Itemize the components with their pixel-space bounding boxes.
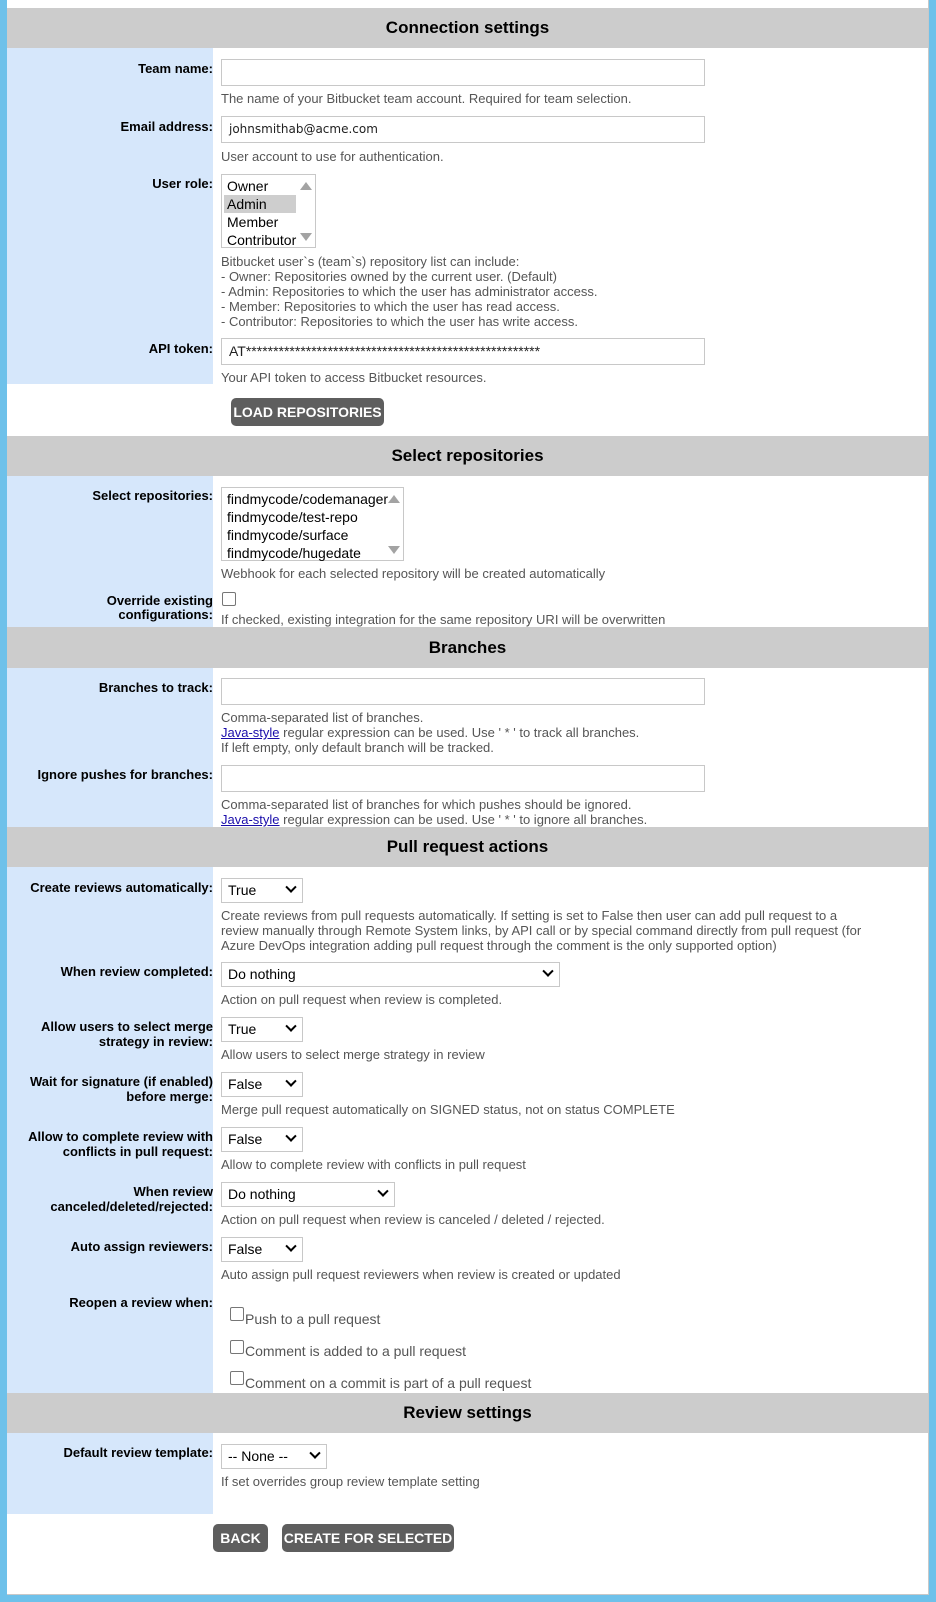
selected-value: True — [228, 882, 257, 898]
repository-option[interactable]: findmycode/hugedate — [227, 545, 361, 561]
user-role-option[interactable]: Contributor — [227, 232, 297, 248]
merge-strategy-label-line1: Allow users to select merge — [41, 1019, 213, 1034]
chevron-down-icon — [309, 1448, 320, 1459]
reopen-comment-checkbox[interactable] — [230, 1340, 244, 1354]
selected-value: Do nothing — [228, 1186, 296, 1202]
auto-assign-hint: Auto assign pull request reviewers when review is created or updated — [221, 1267, 621, 1282]
reopen-label: Reopen a review when: — [69, 1295, 213, 1310]
override-label-line1: Override existing — [106, 593, 213, 608]
create-reviews-select[interactable] — [221, 878, 303, 903]
branches-to-track-hint-1: Comma-separated list of branches. — [221, 710, 424, 725]
scrollbar[interactable] — [387, 490, 401, 558]
user-role-hint-3: - Admin: Repositories to which the user has administrator access. — [221, 284, 598, 299]
team-name-hint: The name of your Bitbucket team account. Required for team selection. — [221, 91, 632, 106]
scroll-down-icon[interactable] — [388, 546, 400, 554]
signature-select[interactable] — [221, 1072, 303, 1097]
selected-value: Do nothing — [228, 966, 296, 982]
canceled-select[interactable] — [221, 1182, 395, 1207]
canceled-label-line1: When review — [133, 1184, 213, 1199]
ignore-pushes-hint-2-text: regular expression can be used. Use ' * ' to ignore all branches. — [279, 812, 648, 827]
chevron-down-icon — [377, 1186, 388, 1197]
user-role-hint-4: - Member: Repositories to which the user has read access. — [221, 299, 560, 314]
default-template-hint: If set overrides group review template setting — [221, 1474, 480, 1489]
load-repositories-button[interactable]: LOAD REPOSITORIES — [231, 398, 384, 426]
label-column — [7, 48, 213, 384]
scroll-up-icon[interactable] — [300, 182, 312, 190]
team-name-input[interactable] — [221, 59, 705, 86]
chevron-down-icon — [285, 1241, 296, 1252]
scrollbar[interactable] — [299, 177, 313, 245]
back-button[interactable]: BACK — [213, 1524, 268, 1552]
user-role-hint-2: - Owner: Repositories owned by the current user. (Default) — [221, 269, 557, 284]
section-title: Select repositories — [391, 446, 544, 465]
reopen-commit-comment-label[interactable]: Comment on a commit is part of a pull request — [245, 1375, 532, 1391]
repositories-hint: Webhook for each selected repository will be created automatically — [221, 566, 606, 581]
ignore-pushes-label: Ignore pushes for branches: — [37, 767, 213, 782]
branches-to-track-input[interactable] — [221, 678, 705, 705]
user-role-hint-1: Bitbucket user`s (team`s) repository list can include: — [221, 254, 520, 269]
selected-value: False — [228, 1241, 263, 1257]
settings-form — [7, 0, 929, 1595]
auto-assign-label: Auto assign reviewers: — [70, 1239, 213, 1254]
branches-to-track-hint-3: If left empty, only default branch will be tracked. — [221, 740, 494, 755]
conflicts-hint: Allow to complete review with conflicts in pull request — [221, 1157, 526, 1172]
reopen-push-checkbox[interactable] — [230, 1307, 244, 1321]
chevron-down-icon — [542, 966, 553, 977]
section-header-select-repositories — [7, 436, 928, 476]
section-header-branches — [7, 627, 928, 668]
merge-strategy-select[interactable] — [221, 1017, 303, 1042]
create-reviews-label: Create reviews automatically: — [30, 880, 213, 895]
section-title: Branches — [428, 637, 507, 657]
chevron-down-icon — [285, 882, 296, 893]
selected-value: -- None -- — [228, 1448, 288, 1464]
section-title: Review settings — [403, 1403, 532, 1422]
ignore-pushes-input[interactable] — [221, 765, 705, 792]
reopen-commit-comment-checkbox[interactable] — [230, 1371, 244, 1385]
user-role-option-selected[interactable]: Admin — [224, 195, 296, 213]
repository-option[interactable]: findmycode/surface — [227, 527, 349, 543]
branches-to-track-label: Branches to track: — [98, 680, 213, 695]
create-reviews-hint-1: Create reviews from pull requests automatically. If setting is set to False then user can add pull request to a — [221, 908, 838, 923]
user-role-option[interactable]: Owner — [227, 178, 269, 194]
scroll-up-icon[interactable] — [388, 495, 400, 503]
user-role-label: User role: — [152, 176, 213, 191]
conflicts-select[interactable] — [221, 1127, 303, 1152]
repositories-listbox[interactable] — [221, 487, 404, 561]
section-header-review-settings — [7, 1393, 928, 1433]
signature-label-line1: Wait for signature (if enabled) — [30, 1074, 213, 1089]
canceled-label-line2: canceled/deleted/rejected: — [50, 1199, 213, 1214]
java-style-link[interactable]: Java-style — [221, 725, 280, 740]
email-input[interactable]: johnsmithab@acme.com — [221, 116, 705, 143]
review-completed-label: When review completed: — [60, 964, 213, 979]
section-title: Connection settings — [385, 18, 550, 37]
signature-label-line2: before merge: — [126, 1089, 213, 1104]
ignore-pushes-hint-1: Comma-separated list of branches for which pushes should be ignored. — [221, 797, 632, 812]
user-role-hint-5: - Contributor: Repositories to which the user has write access. — [221, 314, 578, 329]
selected-value: False — [228, 1131, 263, 1147]
api-token-hint: Your API token to access Bitbucket resources. — [221, 370, 487, 385]
selected-value: True — [228, 1021, 257, 1037]
section-title: Pull request actions — [386, 837, 549, 856]
create-reviews-hint-2: review manually through Remote System links, by API call or by special command directly from pull request (for — [221, 923, 862, 938]
chevron-down-icon — [285, 1131, 296, 1142]
repository-option[interactable]: findmycode/test-repo — [227, 509, 358, 525]
override-hint: If checked, existing integration for the same repository URI will be overwritten — [221, 612, 666, 627]
override-label-line2: configurations: — [118, 607, 213, 622]
default-template-select[interactable] — [221, 1444, 327, 1469]
branches-to-track-hint-2-text: regular expression can be used. Use ' * ' to track all branches. — [279, 725, 640, 740]
user-role-listbox[interactable] — [221, 174, 316, 248]
section-header-connection — [7, 8, 928, 48]
api-token-label: API token: — [148, 341, 213, 356]
reopen-push-label[interactable]: Push to a pull request — [245, 1311, 381, 1327]
email-label: Email address: — [120, 119, 213, 134]
chevron-down-icon — [285, 1021, 296, 1032]
override-checkbox[interactable] — [222, 592, 236, 606]
signature-hint: Merge pull request automatically on SIGNED status, not on status COMPLETE — [221, 1102, 675, 1117]
default-template-label: Default review template: — [63, 1445, 213, 1460]
merge-strategy-hint: Allow users to select merge strategy in review — [221, 1047, 485, 1062]
email-hint: User account to use for authentication. — [221, 149, 444, 164]
repository-option[interactable]: findmycode/codemanager — [227, 491, 389, 507]
scroll-down-icon[interactable] — [300, 233, 312, 241]
java-style-link[interactable]: Java-style — [221, 812, 280, 827]
conflicts-label-line2: conflicts in pull request: — [62, 1144, 213, 1159]
create-reviews-hint-3: Azure DevOps integration adding pull request through the comment is the only supported option) — [221, 938, 777, 953]
auto-assign-select[interactable] — [221, 1237, 303, 1262]
ignore-pushes-hint-2 — [221, 812, 647, 827]
review-completed-hint: Action on pull request when review is completed. — [221, 992, 503, 1007]
section-header-pull-request-actions — [7, 827, 928, 867]
selected-value: False — [228, 1076, 263, 1092]
canceled-hint: Action on pull request when review is canceled / deleted / rejected. — [221, 1212, 605, 1227]
user-role-option[interactable]: Member — [227, 214, 279, 230]
create-for-selected-button[interactable]: CREATE FOR SELECTED — [282, 1524, 454, 1552]
api-token-input[interactable]: AT****************************************************** — [221, 338, 705, 365]
branches-to-track-hint-2 — [221, 725, 639, 740]
reopen-comment-label[interactable]: Comment is added to a pull request — [245, 1343, 467, 1359]
chevron-down-icon — [285, 1076, 296, 1087]
select-repositories-label: Select repositories: — [92, 488, 213, 503]
team-name-label: Team name: — [138, 61, 213, 76]
review-completed-select[interactable] — [221, 962, 560, 987]
merge-strategy-label-line2: strategy in review: — [98, 1034, 213, 1049]
conflicts-label-line1: Allow to complete review with — [28, 1129, 213, 1144]
